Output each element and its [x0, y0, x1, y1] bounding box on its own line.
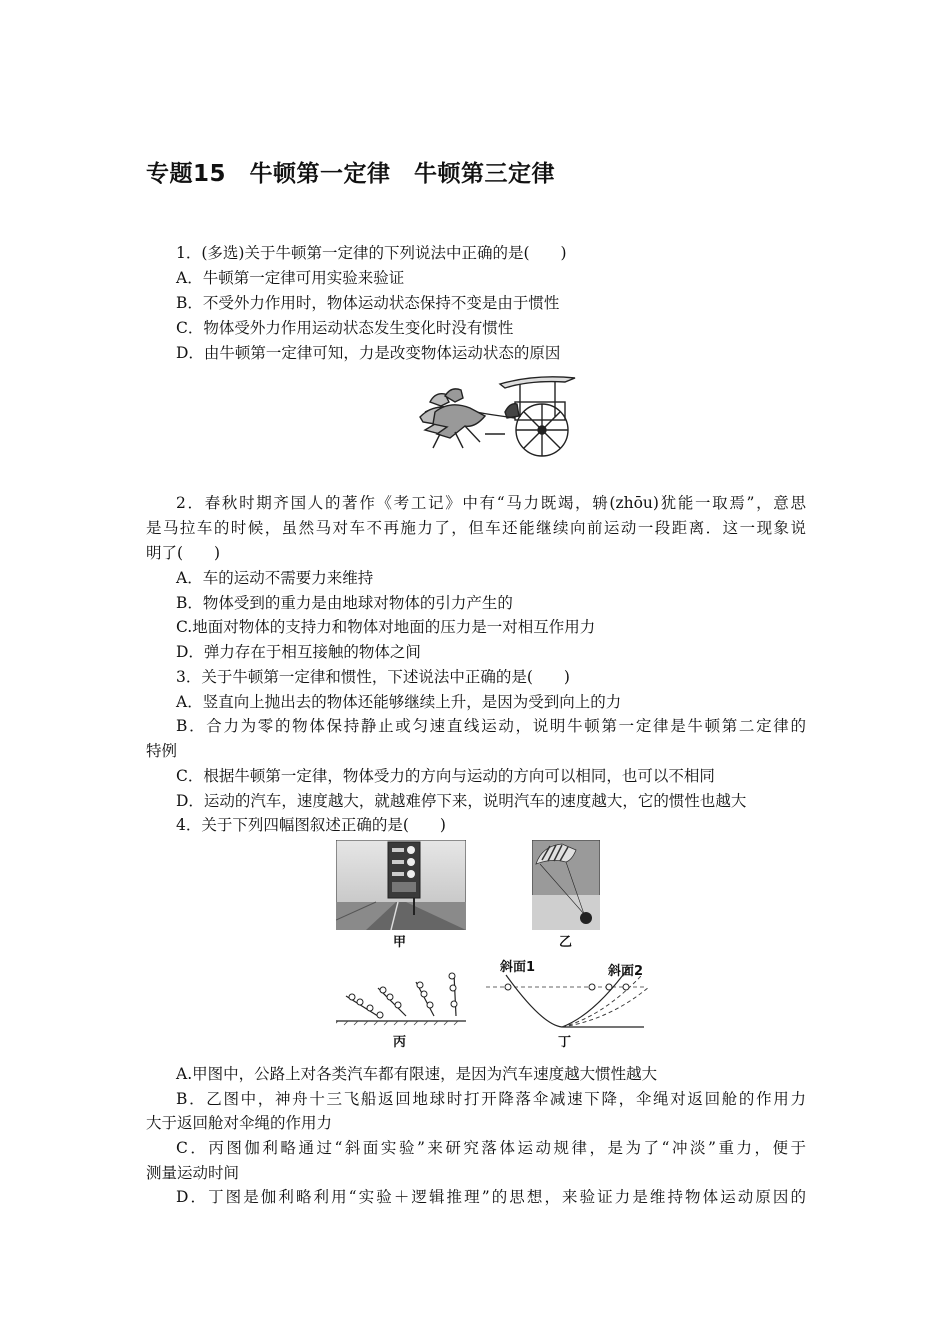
q4-option-c-line-2: 测量运动时间: [146, 1164, 240, 1182]
inclined-planes-figure: [336, 966, 466, 1026]
caption-ding: 丁: [558, 1035, 572, 1050]
caption-bing: 丙: [393, 1035, 407, 1050]
q2-option-c: C.地面对物体的支持力和物体对地面的压力是一对相互作用力: [176, 618, 596, 636]
q3-option-b-line-1: B．合力为零的物体保持静止或匀速直线运动，说明牛顿第一定律是牛顿第二定律的: [176, 717, 806, 735]
q1-option-a: A．牛顿第一定律可用实验来验证: [176, 269, 405, 287]
q3-stem: 3．关于牛顿第一定律和惯性，下述说法中正确的是( ): [176, 668, 570, 686]
q4-option-a: A.甲图中，公路上对各类汽车都有限速，是因为汽车速度越大惯性越大: [176, 1065, 658, 1083]
q2-stem-line-3: 明了( ): [146, 544, 221, 562]
q3-option-b-line-2: 特例: [146, 742, 178, 760]
highway-photo: [336, 840, 466, 930]
q3-option-d: D．运动的汽车，速度越大，就越难停下来，说明汽车的速度越大，它的惯性也越大: [176, 792, 747, 810]
q2-stem-line-1: 2．春秋时期齐国人的著作《考工记》中有“马力既竭，辀(zhōu)犹能一取焉”，意思: [176, 494, 806, 512]
q2-option-a: A．车的运动不需要力来维持: [176, 569, 374, 587]
q2-stem-line-2: 是马拉车的时候，虽然马对车不再施力了，但车还能继续向前运动一段距离．这一现象说: [146, 519, 806, 537]
q1-option-c: C．物体受外力作用运动状态发生变化时没有惯性: [176, 319, 514, 337]
caption-yi: 乙: [559, 935, 573, 950]
q4-option-c-line-1: C．丙图伽利略通过“斜面实验”来研究落体运动规律，是为了“冲淡”重力，便于: [176, 1139, 806, 1157]
q4-option-b-line-1: B．乙图中，神舟十三飞船返回地球时打开降落伞减速下降，伞绳对返回舱的作用力: [176, 1090, 806, 1108]
q1-option-b: B．不受外力作用时，物体运动状态保持不变是由于惯性: [176, 294, 560, 312]
q1-option-d: D．由牛顿第一定律可知，力是改变物体运动状态的原因: [176, 344, 561, 362]
q1-stem: 1．(多选)关于牛顿第一定律的下列说法中正确的是( ): [176, 244, 567, 262]
q2-option-d: D．弹力存在于相互接触的物体之间: [176, 643, 421, 661]
q3-option-a: A．竖直向上抛出去的物体还能够继续上升，是因为受到向上的力: [176, 693, 622, 711]
page-title: 专题15 牛顿第一定律 牛顿第三定律: [146, 161, 556, 187]
label-slope-1: 斜面1: [500, 960, 536, 975]
chariot-figure: [405, 372, 580, 462]
q4-option-b-line-2: 大于返回舱对伞绳的作用力: [146, 1114, 333, 1132]
q3-option-c: C．根据牛顿第一定律，物体受力的方向与运动的方向可以相同，也可以不相同: [176, 767, 715, 785]
label-slope-2: 斜面2: [608, 964, 644, 979]
caption-jia: 甲: [393, 935, 407, 950]
q4-stem: 4．关于下列四幅图叙述正确的是( ): [176, 816, 446, 834]
parachute-photo: [532, 840, 600, 930]
q4-option-d: D．丁图是伽利略利用“实验＋逻辑推理”的思想，来验证力是维持物体运动原因的: [176, 1188, 806, 1206]
q2-option-b: B．物体受到的重力是由地球对物体的引力产生的: [176, 594, 513, 612]
